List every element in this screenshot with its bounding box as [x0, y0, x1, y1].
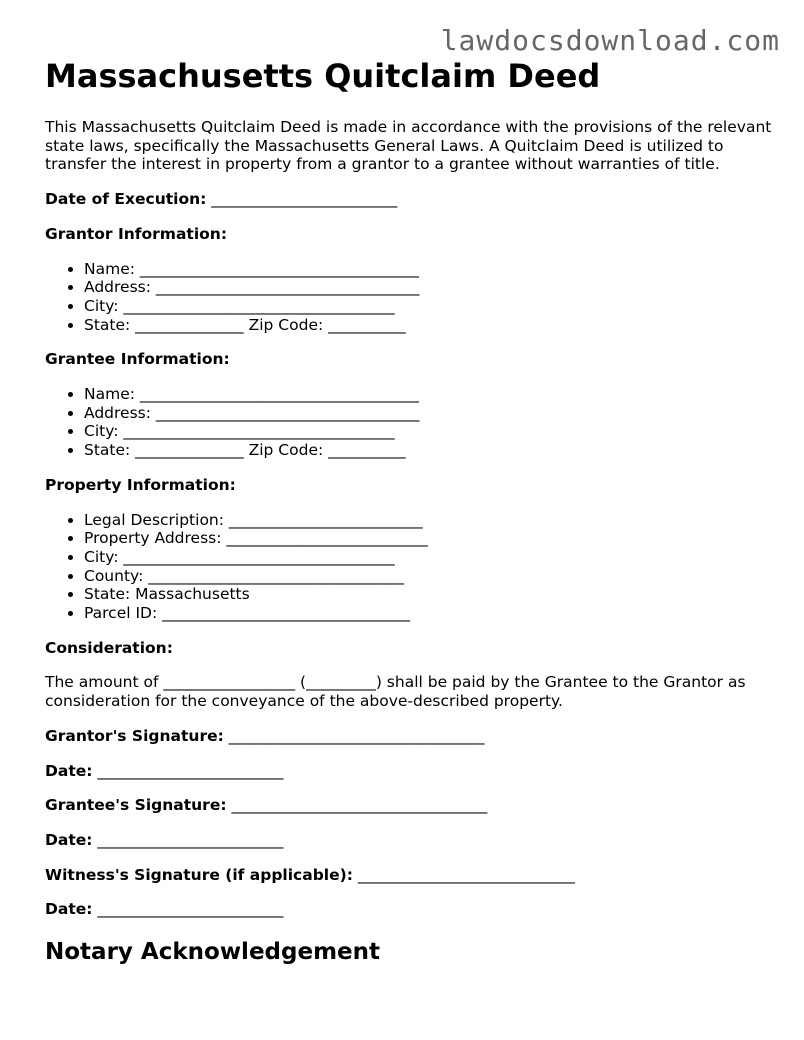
grantor-date-label: Date:	[45, 761, 93, 780]
grantor-fields	[45, 260, 775, 335]
grantor-signature-line	[45, 727, 775, 746]
property-section-title: Property Information:	[45, 475, 236, 494]
grantor-section-title: Grantor Information:	[45, 224, 228, 243]
grantee-signature-line	[45, 796, 775, 815]
grantee-section-title: Grantee Information:	[45, 350, 230, 369]
grantor-address-field: • Address: __________________________________	[84, 278, 775, 297]
grantee-signature-label: Grantee's Signature:	[45, 796, 227, 815]
property-state-field: • State: Massachusetts	[84, 585, 775, 604]
property-address-field: • Property Address: __________________________	[84, 529, 775, 548]
witness-signature-blank: ____________________________	[357, 865, 575, 884]
property-fields	[45, 511, 775, 623]
property-legal-description-field: • Legal Description: _________________________	[84, 511, 775, 530]
witness-date-line	[45, 900, 775, 919]
property-county-field: • County: _________________________________	[84, 567, 775, 586]
grantor-date-line	[45, 762, 775, 781]
grantee-name-field: • Name: ____________________________________	[84, 385, 775, 404]
grantor-state-zip-field: • State: ______________ Zip Code: __________	[84, 316, 775, 335]
grantee-address-field: • Address: __________________________________	[84, 404, 775, 423]
grantor-name-field: • Name: ____________________________________	[84, 260, 775, 279]
grantor-city-field: • City: ___________________________________	[84, 297, 775, 316]
notary-heading: Notary Acknowledgement	[45, 939, 381, 966]
document-page	[45, 58, 775, 966]
intro-paragraph: This Massachusetts Quitclaim Deed is made in accordance with the provisions of the relevant state laws, specifically the Massachusetts General Laws. A Quitclaim Deed is utilized to transfer the interest in property from a grantor to a grantee without warranties of title.	[45, 118, 772, 174]
date-of-execution-label: Date of Execution:	[45, 190, 207, 209]
date-of-execution-line	[45, 190, 775, 209]
grantor-signature-label: Grantor's Signature:	[45, 726, 224, 745]
grantee-city-field: • City: ___________________________________	[84, 422, 775, 441]
witness-date-blank: ________________________	[97, 900, 284, 919]
grantor-signature-blank: _________________________________	[228, 726, 485, 745]
document-title: Massachusetts Quitclaim Deed	[45, 57, 601, 95]
grantee-state-zip-field: • State: ______________ Zip Code: __________	[84, 441, 775, 460]
grantee-signature-blank: _________________________________	[231, 796, 488, 815]
grantee-date-blank: ________________________	[97, 830, 284, 849]
watermark: lawdocsdownload.com	[440, 24, 780, 57]
property-city-field: • City: ___________________________________	[84, 548, 775, 567]
witness-signature-line	[45, 866, 775, 885]
consideration-paragraph: The amount of _________________ (_________) shall be paid by the Grantee to the Grantor as consideration for the conveyance of the above-described property.	[45, 673, 746, 711]
date-of-execution-blank: ________________________	[211, 190, 398, 209]
consideration-section-title: Consideration:	[45, 638, 173, 657]
grantee-fields	[45, 385, 775, 460]
grantee-date-line	[45, 831, 775, 850]
grantee-date-label: Date:	[45, 830, 93, 849]
property-parcel-id-field: • Parcel ID: ________________________________	[84, 604, 775, 623]
witness-date-label: Date:	[45, 900, 93, 919]
grantor-date-blank: ________________________	[97, 761, 284, 780]
witness-signature-label: Witness's Signature (if applicable):	[45, 865, 353, 884]
